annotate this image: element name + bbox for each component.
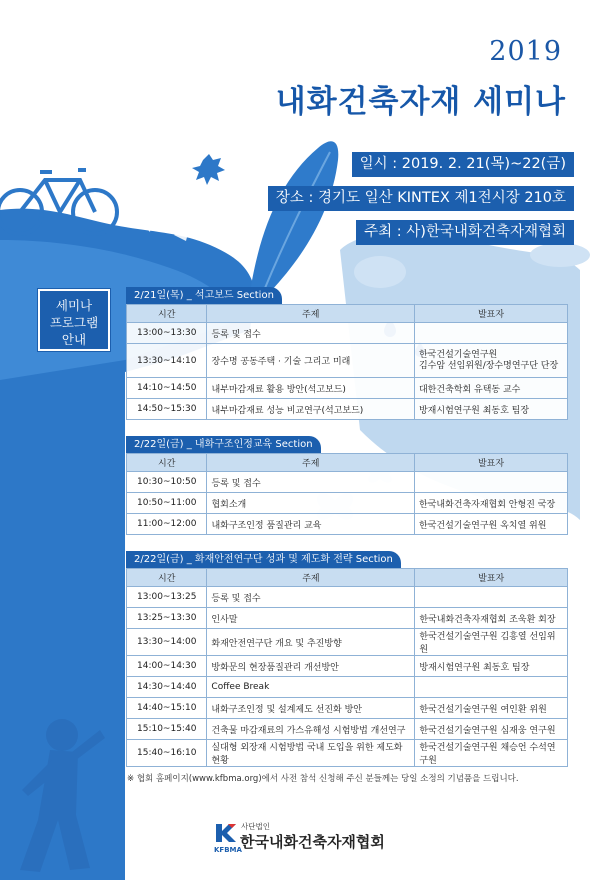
row-topic: 내부마감재료 활용 방안(석고보드) bbox=[207, 378, 415, 399]
row-topic: 내부마감재료 성능 비교연구(석고보드) bbox=[207, 399, 415, 420]
row-topic: 등록 및 접수 bbox=[207, 472, 415, 493]
column-header-time: 시간 bbox=[127, 454, 207, 472]
table-row bbox=[127, 677, 568, 698]
column-header-speaker: 발표자 bbox=[415, 454, 568, 472]
event-date: 일시 : 2019. 2. 21(목)~22(금) bbox=[352, 152, 574, 177]
row-time: 15:10~15:40 bbox=[127, 719, 207, 740]
row-time: 14:50~15:30 bbox=[127, 399, 207, 420]
row-speaker: 한국건설기술연구원 김흥열 선임위원 bbox=[415, 629, 568, 656]
event-host: 주최 : 사)한국내화건축자재협회 bbox=[356, 220, 574, 245]
maple-leaf-icon bbox=[192, 154, 225, 185]
row-time: 13:00~13:25 bbox=[127, 587, 207, 608]
row-topic: 내화구조인정 및 설계제도 선진화 방안 bbox=[207, 698, 415, 719]
row-time: 10:30~10:50 bbox=[127, 472, 207, 493]
row-speaker: 한국건설기술연구원 김수암 선임위원/장수명연구단 단장 bbox=[414, 344, 567, 378]
leaf-shape bbox=[250, 141, 338, 292]
program-label-line: 세미나 bbox=[55, 298, 93, 313]
table-header-row bbox=[127, 454, 568, 472]
row-topic: 실대형 외장재 시험방법 국내 도입을 위한 제도화 현황 bbox=[207, 740, 415, 767]
row-speaker: 방재시험연구원 최동호 팀장 bbox=[414, 399, 567, 420]
kfbma-mark-icon bbox=[214, 822, 238, 844]
row-speaker: 한국내화건축자재협회 안형진 국장 bbox=[415, 493, 568, 514]
row-topic: 내화구조인정 품질관리 교육 bbox=[207, 514, 415, 535]
section-title: 2/22일(금) _ 화재안전연구단 성과 및 제도화 전략 Section bbox=[126, 551, 401, 568]
table-row bbox=[127, 740, 568, 767]
row-speaker: 한국건설기술연구원 채승언 수석연구원 bbox=[415, 740, 568, 767]
program-label-line: 프로그램 bbox=[49, 315, 99, 330]
cloud-shape bbox=[530, 243, 590, 267]
row-time: 14:00~14:30 bbox=[127, 656, 207, 677]
row-speaker: 한국건설기술연구원 여인환 위원 bbox=[415, 698, 568, 719]
event-venue: 장소 : 경기도 일산 KINTEX 제1전시장 210호 bbox=[268, 186, 574, 211]
row-time: 14:10~14:50 bbox=[127, 378, 207, 399]
row-speaker: 대한건축학회 유택동 교수 bbox=[414, 378, 567, 399]
column-header-time: 시간 bbox=[127, 305, 207, 323]
row-topic: 건축물 마감재료의 가스유해성 시험방법 개선연구 bbox=[207, 719, 415, 740]
table-row bbox=[127, 344, 568, 378]
row-topic: 등록 및 접수 bbox=[207, 587, 415, 608]
row-time: 14:30~14:40 bbox=[127, 677, 207, 698]
row-speaker: 한국건설기술연구원 심재웅 연구원 bbox=[415, 719, 568, 740]
row-topic: 협회소개 bbox=[207, 493, 415, 514]
table-row bbox=[127, 323, 568, 344]
row-speaker: 한국건설기술연구원 옥치열 위원 bbox=[415, 514, 568, 535]
row-topic: 인사말 bbox=[207, 608, 415, 629]
column-header-topic: 주제 bbox=[207, 454, 415, 472]
row-time: 13:00~13:30 bbox=[127, 323, 207, 344]
association-logo bbox=[214, 820, 414, 860]
schedule-table bbox=[126, 568, 568, 767]
table-row bbox=[127, 472, 568, 493]
row-topic: Coffee Break bbox=[207, 677, 415, 698]
program-label-line: 안내 bbox=[61, 332, 87, 347]
row-speaker bbox=[415, 677, 568, 698]
footnote: ※ 협회 홈페이지(www.kfbma.org)에서 사전 참석 신청해 주신 분들께는 당일 소정의 기념품을 드립니다. bbox=[127, 774, 519, 784]
table-row bbox=[127, 629, 568, 656]
table-header-row bbox=[127, 305, 568, 323]
table-row bbox=[127, 608, 568, 629]
row-speaker bbox=[414, 323, 567, 344]
table-header-row bbox=[127, 569, 568, 587]
logo-subtitle: 사단법인 bbox=[241, 822, 270, 831]
logo-abbreviation: KFBMA bbox=[214, 846, 242, 854]
row-topic: 장수명 공동주택 · 기술 그리고 미래 bbox=[207, 344, 415, 378]
row-time: 10:50~11:00 bbox=[127, 493, 207, 514]
row-topic: 등록 및 접수 bbox=[207, 323, 415, 344]
row-speaker bbox=[415, 472, 568, 493]
row-time: 13:30~14:10 bbox=[127, 344, 207, 378]
column-header-speaker: 발표자 bbox=[414, 305, 567, 323]
event-title: 내화건축자재 세미나 bbox=[275, 84, 566, 120]
table-row bbox=[127, 399, 568, 420]
row-speaker: 방재시험연구원 최동호 팀장 bbox=[415, 656, 568, 677]
row-speaker: 한국내화건축자재협회 조욱환 회장 bbox=[415, 608, 568, 629]
schedule-table bbox=[126, 453, 568, 535]
row-speaker bbox=[415, 587, 568, 608]
row-time: 14:40~15:10 bbox=[127, 698, 207, 719]
table-row bbox=[127, 698, 568, 719]
column-header-topic: 주제 bbox=[207, 569, 415, 587]
table-row bbox=[127, 514, 568, 535]
cloud-shape bbox=[354, 256, 406, 288]
row-time: 15:40~16:10 bbox=[127, 740, 207, 767]
section-title: 2/22일(금) _ 내화구조인정교육 Section bbox=[126, 436, 321, 453]
event-year: 2019 bbox=[489, 36, 562, 67]
section-title: 2/21일(목) _ 석고보드 Section bbox=[126, 287, 282, 304]
program-guide-label bbox=[38, 289, 110, 351]
column-header-time: 시간 bbox=[127, 569, 207, 587]
table-row bbox=[127, 493, 568, 514]
table-row bbox=[127, 719, 568, 740]
row-time: 13:30~14:00 bbox=[127, 629, 207, 656]
row-time: 13:25~13:30 bbox=[127, 608, 207, 629]
schedule-table bbox=[126, 304, 568, 420]
row-topic: 방화문의 현장품질관리 개선방안 bbox=[207, 656, 415, 677]
table-row bbox=[127, 587, 568, 608]
column-header-topic: 주제 bbox=[207, 305, 415, 323]
logo-name: 한국내화건축자재협회 bbox=[240, 833, 385, 851]
table-row bbox=[127, 656, 568, 677]
row-topic: 화재안전연구단 개요 및 추진방향 bbox=[207, 629, 415, 656]
row-time: 11:00~12:00 bbox=[127, 514, 207, 535]
column-header-speaker: 발표자 bbox=[415, 569, 568, 587]
table-row bbox=[127, 378, 568, 399]
